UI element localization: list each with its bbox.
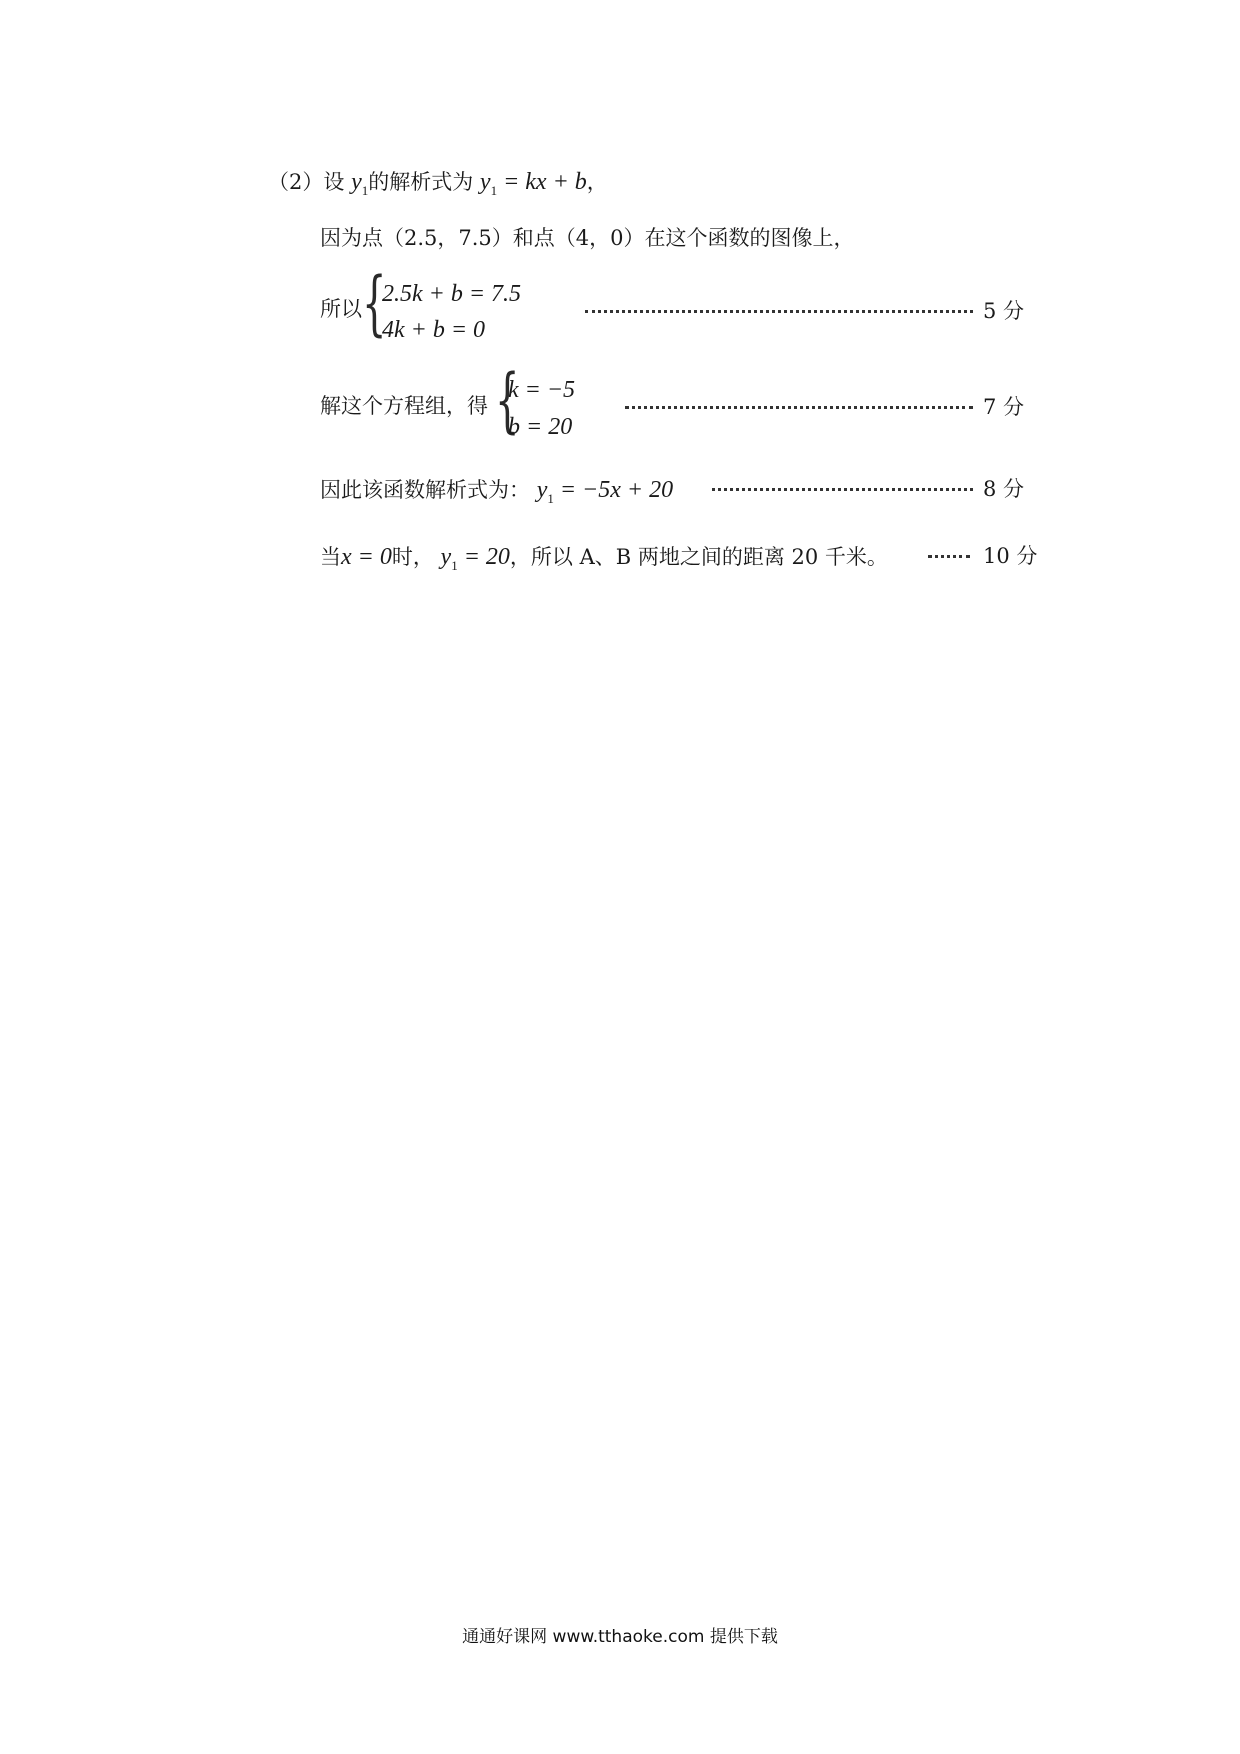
part-label: （2） [268,170,324,194]
math-y1: $y_1$ [351,169,369,198]
solution-line-2: 因为点（2.5，7.5）和点（4，0）在这个函数的图像上， [320,226,855,250]
solution-line-3-lead: 所以 [320,297,362,321]
dot-leader [585,310,973,313]
solution-line-1 [268,170,608,197]
text: ， [586,170,608,194]
text: 设 [323,170,345,194]
score-label: 7 分 [983,395,1025,419]
brace-icon: { [362,262,387,344]
footer-text: 通通好课网 www.tthaoke.com 提供下载 [462,1627,778,1647]
math-condition: x = 0 [341,544,392,570]
dot-leader [625,406,973,409]
text: 的解析式为 [368,170,474,194]
text: ，所以 A、B 两地之间的距离 20 千米。 [509,545,888,569]
solution-line-4-lead: 解这个方程组，得 [320,394,488,418]
equation-row: b = 20 [508,414,573,440]
equation-row: k = −5 [508,377,576,403]
text: 当 [320,545,341,569]
equation-row: 2.5k + b = 7.5 [382,281,522,307]
solution-line-6 [320,545,888,572]
math-formula: $y_1 = 20$ [440,544,510,573]
equation-row: 4k + b = 0 [382,317,486,343]
math-formula: $y_1$ = kx + b [479,169,587,198]
brace-icon: { [495,359,520,441]
solution-line-5 [320,478,673,505]
math-formula: $y_1 = -5x + 20$ [536,477,674,506]
text: 时， [391,545,434,569]
dot-leader [712,488,973,491]
text: 因此该函数解析式为： [320,478,530,502]
score-label: 8 分 [983,477,1025,501]
dot-leader [928,555,970,558]
score-label: 10 分 [983,544,1038,568]
score-label: 5 分 [983,299,1025,323]
